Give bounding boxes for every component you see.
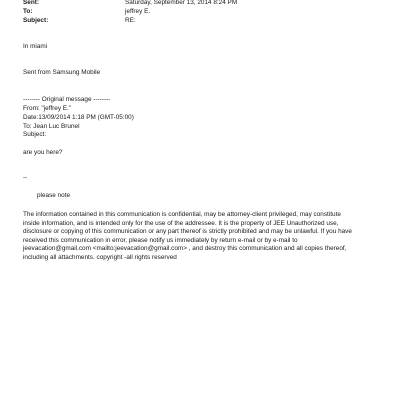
signature-dashes: -- <box>23 174 28 181</box>
subject-label: Subject: <box>23 17 49 24</box>
confidentiality-notice <box>23 211 368 263</box>
notice-line: The information contained in this communication is confidential, may be attorney-client privileged, may constitute <box>23 211 341 218</box>
notice-line: inside information, and is intended only for the use of the addressee. It is the property of JEE Unauthorized use, <box>23 219 339 227</box>
original-date: Date:13/09/2014 1:18 PM (GMT-05:00) <box>23 114 134 121</box>
body-line-sent-from: Sent from Samsung Mobile <box>23 69 101 76</box>
sent-label: Sent: <box>23 0 39 6</box>
body-line-location: In miami <box>23 43 48 50</box>
please-note: please note <box>37 192 71 199</box>
to-label: To: <box>23 8 33 15</box>
sent-value: Saturday, September 13, 2014 8:24 PM <box>125 0 238 6</box>
original-to: To: Jean Luc Brunel <box>23 123 80 130</box>
subject-value: RE: <box>125 17 136 24</box>
to-value: jeffrey E. <box>125 8 151 15</box>
original-message-divider: -------- Original message -------- <box>23 96 111 103</box>
notice-line: received this communication in error, please notify us immediately by return e-mail or by e-mail to <box>23 236 298 244</box>
notice-line: disclosure or copying of this communication or any part thereof is strictly prohibited and may be unlawful. If you have <box>23 228 352 236</box>
header-to-row <box>23 8 383 17</box>
notice-line: including all attachments. copyright -all rights reserved <box>23 253 177 261</box>
notice-line-email-link[interactable]: jeevacation@gmail.com <mailto:jeevacation@gmail.com> , and destroy this communication and all copies thereof, <box>23 245 347 253</box>
original-from: From: "jeffrey E." <box>23 105 72 112</box>
header-subject-row <box>23 17 383 26</box>
original-question: are you here? <box>23 149 63 156</box>
original-subject: Subject: <box>23 131 47 138</box>
header-sent-row <box>23 0 383 8</box>
